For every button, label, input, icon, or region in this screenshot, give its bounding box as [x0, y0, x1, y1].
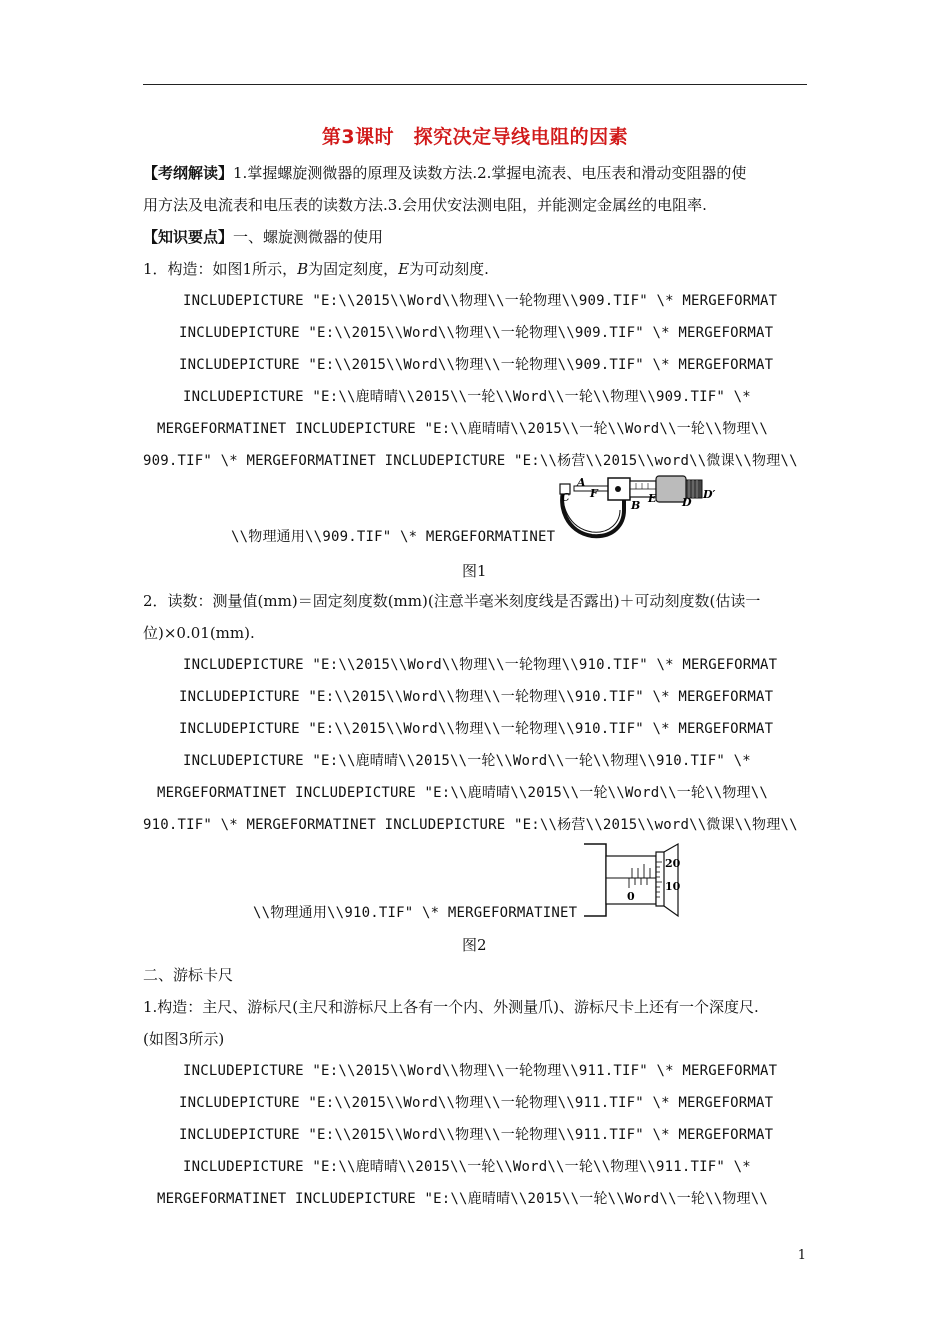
fig2-field-3: INCLUDEPICTURE "E:\\2015\\Word\\物理\\一轮物理\\910.TIF" \* MERGEFORMAT — [179, 721, 774, 737]
fig2-field-7: \\物理通用\\910.TIF" \* MERGEFORMATINET — [253, 905, 578, 921]
fig3-field-4: INCLUDEPICTURE "E:\\鹿晴晴\\2015\\一轮\\Word\\一轮\\物理\\911.TIF" \* — [183, 1159, 751, 1175]
fig3-field-3: INCLUDEPICTURE "E:\\2015\\Word\\物理\\一轮物理\\911.TIF" \* MERGEFORMAT — [179, 1127, 774, 1143]
label-d: D — [682, 496, 692, 509]
zhishi-label: 【知识要点】 — [143, 228, 234, 246]
item2-line-1: 2．读数：测量值(mm)＝固定刻度数(mm)(注意半毫米刻度线是否露出)＋可动刻度数(估读一 — [143, 592, 761, 610]
label-10: 10 — [665, 880, 681, 893]
fig1-caption: 图1 — [462, 562, 487, 580]
fig2-field-2: INCLUDEPICTURE "E:\\2015\\Word\\物理\\一轮物理\\910.TIF" \* MERGEFORMAT — [179, 689, 774, 705]
item1-line — [143, 259, 489, 279]
label-20: 20 — [665, 857, 681, 870]
fig2-field-1: INCLUDEPICTURE "E:\\2015\\Word\\物理\\一轮物理\\910.TIF" \* MERGEFORMAT — [183, 657, 778, 673]
fig1-field-2: INCLUDEPICTURE "E:\\2015\\Word\\物理\\一轮物理\\909.TIF" \* MERGEFORMAT — [179, 325, 774, 341]
item1-suffix: 为可动刻度. — [409, 260, 489, 278]
item3-line-1: 1.构造：主尺、游标尺(主尺和游标尺上各有一个内、外测量爪)、游标尺卡上还有一个深度尺. — [143, 998, 759, 1016]
kaogang-line-1 — [143, 163, 746, 183]
kaogang-label: 【考纲解读】 — [143, 164, 234, 182]
fig1-field-1: INCLUDEPICTURE "E:\\2015\\Word\\物理\\一轮物理\\909.TIF" \* MERGEFORMAT — [183, 293, 778, 309]
label-0: 0 — [627, 890, 635, 903]
micrometer-figure — [552, 466, 732, 550]
fig1-field-7: \\物理通用\\909.TIF" \* MERGEFORMATINET — [231, 529, 556, 545]
fig1-field-6: 909.TIF" \* MERGEFORMATINET INCLUDEPICTURE "E:\\杨营\\2015\\word\\微课\\物理\\ — [143, 453, 798, 469]
label-c: C — [561, 491, 570, 504]
page-number: 1 — [797, 1248, 806, 1263]
item1-mid: 为固定刻度， — [308, 260, 399, 278]
item1-b: B — [297, 260, 309, 278]
fig2-caption: 图2 — [462, 936, 487, 954]
zhishi-text: 一、螺旋测微器的使用 — [233, 228, 384, 246]
kaogang-text-2: 用方法及电流表和电压表的读数方法.3.会用伏安法测电阻，并能测定金属丝的电阻率. — [143, 196, 707, 214]
label-a: A — [577, 476, 586, 489]
fig1-field-3: INCLUDEPICTURE "E:\\2015\\Word\\物理\\一轮物理\\909.TIF" \* MERGEFORMAT — [179, 357, 774, 373]
fig3-field-2: INCLUDEPICTURE "E:\\2015\\Word\\物理\\一轮物理\\911.TIF" \* MERGEFORMAT — [179, 1095, 774, 1111]
zhishi-line — [143, 227, 383, 247]
kaogang-text-1: 1.掌握螺旋测微器的原理及读数方法.2.掌握电流表、电压表和滑动变阻器的使 — [233, 164, 747, 182]
fig3-field-5: MERGEFORMATINET INCLUDEPICTURE "E:\\鹿晴晴\\2015\\一轮\\Word\\一轮\\物理\\ — [157, 1191, 769, 1207]
label-e: E — [648, 492, 657, 505]
label-b: B — [631, 499, 641, 512]
item3-line-2: (如图3所示) — [143, 1030, 225, 1048]
fig3-field-1: INCLUDEPICTURE "E:\\2015\\Word\\物理\\一轮物理\\911.TIF" \* MERGEFORMAT — [183, 1063, 778, 1079]
page-title: 第3课时 探究决定导线电阻的因素 — [321, 126, 629, 148]
fig2-field-4: INCLUDEPICTURE "E:\\鹿晴晴\\2015\\一轮\\Word\\一轮\\物理\\910.TIF" \* — [183, 753, 751, 769]
micrometer-reading-figure — [582, 840, 702, 920]
item1-prefix: 1．构造：如图1所示， — [143, 260, 298, 278]
label-d-prime: D′ — [703, 488, 716, 501]
fig2-field-6: 910.TIF" \* MERGEFORMATINET INCLUDEPICTURE "E:\\杨营\\2015\\word\\微课\\物理\\ — [143, 817, 798, 833]
section-2-heading: 二、游标卡尺 — [143, 966, 234, 984]
item2-line-2: 位)×0.01(mm). — [143, 624, 255, 642]
fig1-field-4: INCLUDEPICTURE "E:\\鹿晴晴\\2015\\一轮\\Word\\一轮\\物理\\909.TIF" \* — [183, 389, 751, 405]
header-rule — [143, 84, 807, 85]
label-f: F — [590, 487, 598, 500]
fig2-field-5: MERGEFORMATINET INCLUDEPICTURE "E:\\鹿晴晴\\2015\\一轮\\Word\\一轮\\物理\\ — [157, 785, 769, 801]
fig1-field-5: MERGEFORMATINET INCLUDEPICTURE "E:\\鹿晴晴\\2015\\一轮\\Word\\一轮\\物理\\ — [157, 421, 769, 437]
item1-e: E — [398, 260, 410, 278]
